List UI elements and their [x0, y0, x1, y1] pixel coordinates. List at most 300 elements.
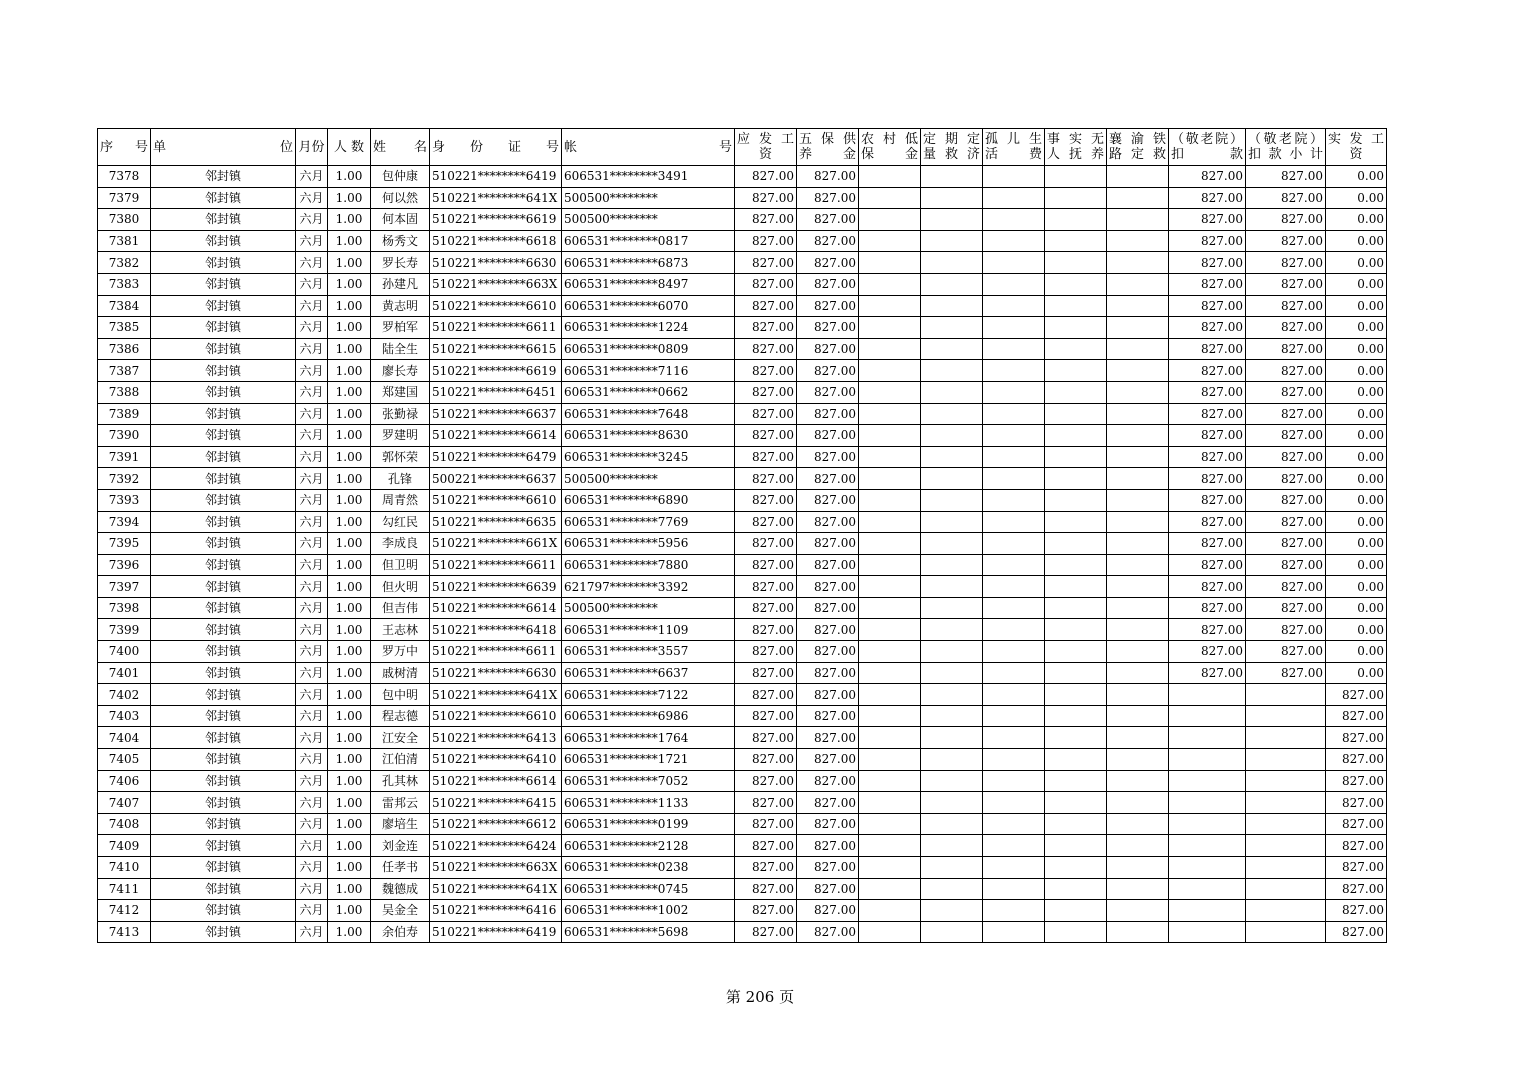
cell-month: 六月	[296, 792, 328, 814]
cell-acct: 606531********6890	[562, 489, 735, 511]
cell-name: 罗万中	[371, 641, 430, 663]
cell-seq: 7404	[98, 727, 151, 749]
cell-rural	[859, 533, 921, 555]
cell-wubao: 827.00	[797, 533, 859, 555]
cell-actual: 827.00	[1326, 684, 1387, 706]
cell-rural	[859, 425, 921, 447]
cell-count: 1.00	[328, 338, 371, 360]
cell-count: 1.00	[328, 749, 371, 771]
cell-deduct_sub: 827.00	[1246, 425, 1326, 447]
cell-month: 六月	[296, 425, 328, 447]
cell-acct: 606531********0809	[562, 338, 735, 360]
cell-unit: 邻封镇	[151, 921, 296, 943]
cell-acct: 606531********6070	[562, 295, 735, 317]
cell-actual: 827.00	[1326, 792, 1387, 814]
cell-count: 1.00	[328, 900, 371, 922]
cell-xiangyu	[1107, 533, 1169, 555]
cell-wubao: 827.00	[797, 511, 859, 533]
cell-id: 510221********6611	[430, 554, 562, 576]
cell-id: 510221********6610	[430, 489, 562, 511]
cell-defacto	[1045, 662, 1107, 684]
cell-defacto	[1045, 576, 1107, 598]
cell-deduct: 827.00	[1169, 230, 1246, 252]
cell-wubao: 827.00	[797, 252, 859, 274]
cell-orphan	[983, 446, 1045, 468]
cell-orphan	[983, 489, 1045, 511]
cell-wubao: 827.00	[797, 878, 859, 900]
cell-month: 六月	[296, 446, 328, 468]
cell-defacto	[1045, 770, 1107, 792]
cell-seq: 7400	[98, 641, 151, 663]
table-row	[98, 878, 1387, 900]
cell-seq: 7408	[98, 813, 151, 835]
cell-deduct	[1169, 878, 1246, 900]
cell-acct: 606531********5956	[562, 533, 735, 555]
column-header-line1: （敬老院）	[1248, 132, 1323, 147]
cell-month: 六月	[296, 857, 328, 879]
cell-wage: 827.00	[735, 166, 797, 188]
column-header-acct	[562, 129, 735, 166]
cell-name: 何本固	[371, 209, 430, 231]
cell-wage: 827.00	[735, 554, 797, 576]
cell-xiangyu	[1107, 857, 1169, 879]
column-header-line2: 保 金	[861, 147, 918, 162]
cell-wubao: 827.00	[797, 489, 859, 511]
cell-actual: 827.00	[1326, 835, 1387, 857]
cell-deduct_sub	[1246, 835, 1326, 857]
cell-actual: 0.00	[1326, 166, 1387, 188]
cell-acct: 606531********7880	[562, 554, 735, 576]
cell-actual: 0.00	[1326, 576, 1387, 598]
cell-acct: 500500********	[562, 209, 735, 231]
cell-orphan	[983, 900, 1045, 922]
cell-orphan	[983, 166, 1045, 188]
cell-actual: 827.00	[1326, 878, 1387, 900]
cell-orphan	[983, 835, 1045, 857]
column-header-line1: 孤 儿 生	[985, 132, 1042, 147]
cell-rural	[859, 381, 921, 403]
table-row	[98, 554, 1387, 576]
cell-seq: 7381	[98, 230, 151, 252]
cell-name: 江伯清	[371, 749, 430, 771]
cell-wage: 827.00	[735, 317, 797, 339]
cell-unit: 邻封镇	[151, 835, 296, 857]
cell-seq: 7403	[98, 705, 151, 727]
cell-xiangyu	[1107, 360, 1169, 382]
cell-orphan	[983, 230, 1045, 252]
cell-deduct_sub	[1246, 921, 1326, 943]
cell-deduct: 827.00	[1169, 662, 1246, 684]
cell-xiangyu	[1107, 878, 1169, 900]
column-header-label: 单 位	[153, 139, 293, 155]
cell-deduct: 827.00	[1169, 403, 1246, 425]
cell-month: 六月	[296, 338, 328, 360]
cell-name: 何以然	[371, 187, 430, 209]
column-header-name	[371, 129, 430, 166]
cell-seq: 7406	[98, 770, 151, 792]
cell-actual: 0.00	[1326, 446, 1387, 468]
cell-acct: 606531********0817	[562, 230, 735, 252]
cell-fixed	[921, 813, 983, 835]
cell-rural	[859, 273, 921, 295]
cell-xiangyu	[1107, 662, 1169, 684]
cell-xiangyu	[1107, 489, 1169, 511]
cell-fixed	[921, 252, 983, 274]
cell-month: 六月	[296, 295, 328, 317]
cell-defacto	[1045, 252, 1107, 274]
cell-count: 1.00	[328, 878, 371, 900]
cell-seq: 7407	[98, 792, 151, 814]
cell-unit: 邻封镇	[151, 662, 296, 684]
cell-xiangyu	[1107, 511, 1169, 533]
cell-month: 六月	[296, 209, 328, 231]
cell-month: 六月	[296, 727, 328, 749]
cell-deduct: 827.00	[1169, 295, 1246, 317]
cell-xiangyu	[1107, 597, 1169, 619]
cell-defacto	[1045, 857, 1107, 879]
cell-defacto	[1045, 900, 1107, 922]
cell-fixed	[921, 792, 983, 814]
cell-deduct: 827.00	[1169, 187, 1246, 209]
column-header-line1: 实 发 工	[1328, 132, 1384, 147]
cell-rural	[859, 360, 921, 382]
table-row	[98, 381, 1387, 403]
cell-orphan	[983, 727, 1045, 749]
cell-defacto	[1045, 403, 1107, 425]
column-header-unit	[151, 129, 296, 166]
cell-orphan	[983, 317, 1045, 339]
cell-orphan	[983, 533, 1045, 555]
column-header-line2: 养 金	[799, 147, 856, 162]
cell-rural	[859, 403, 921, 425]
cell-deduct_sub	[1246, 770, 1326, 792]
cell-wage: 827.00	[735, 835, 797, 857]
cell-actual: 827.00	[1326, 857, 1387, 879]
cell-id: 510221********6610	[430, 295, 562, 317]
cell-id: 510221********6611	[430, 641, 562, 663]
cell-acct: 606531********5698	[562, 921, 735, 943]
cell-month: 六月	[296, 533, 328, 555]
cell-rural	[859, 813, 921, 835]
table-row	[98, 857, 1387, 879]
cell-xiangyu	[1107, 209, 1169, 231]
cell-deduct_sub: 827.00	[1246, 338, 1326, 360]
cell-count: 1.00	[328, 403, 371, 425]
cell-count: 1.00	[328, 425, 371, 447]
cell-wubao: 827.00	[797, 619, 859, 641]
cell-month: 六月	[296, 166, 328, 188]
cell-rural	[859, 511, 921, 533]
cell-count: 1.00	[328, 533, 371, 555]
cell-deduct_sub: 827.00	[1246, 230, 1326, 252]
cell-acct: 606531********3245	[562, 446, 735, 468]
cell-wage: 827.00	[735, 230, 797, 252]
cell-seq: 7399	[98, 619, 151, 641]
cell-defacto	[1045, 381, 1107, 403]
cell-count: 1.00	[328, 705, 371, 727]
cell-deduct: 827.00	[1169, 381, 1246, 403]
cell-actual: 0.00	[1326, 230, 1387, 252]
cell-xiangyu	[1107, 576, 1169, 598]
cell-xiangyu	[1107, 727, 1169, 749]
cell-deduct_sub: 827.00	[1246, 403, 1326, 425]
cell-id: 510221********6413	[430, 727, 562, 749]
cell-fixed	[921, 878, 983, 900]
cell-xiangyu	[1107, 813, 1169, 835]
cell-month: 六月	[296, 360, 328, 382]
cell-wubao: 827.00	[797, 468, 859, 490]
cell-actual: 0.00	[1326, 381, 1387, 403]
cell-fixed	[921, 403, 983, 425]
cell-name: 张勤禄	[371, 403, 430, 425]
cell-actual: 0.00	[1326, 641, 1387, 663]
column-header-xiangyu	[1107, 129, 1169, 166]
cell-deduct_sub: 827.00	[1246, 252, 1326, 274]
cell-xiangyu	[1107, 554, 1169, 576]
cell-wubao: 827.00	[797, 727, 859, 749]
cell-rural	[859, 727, 921, 749]
cell-wubao: 827.00	[797, 857, 859, 879]
cell-defacto	[1045, 835, 1107, 857]
cell-defacto	[1045, 813, 1107, 835]
cell-rural	[859, 209, 921, 231]
cell-count: 1.00	[328, 166, 371, 188]
cell-deduct_sub	[1246, 857, 1326, 879]
cell-id: 510221********6612	[430, 813, 562, 835]
cell-wage: 827.00	[735, 749, 797, 771]
column-header-line2: 扣 款	[1171, 147, 1243, 162]
cell-wage: 827.00	[735, 252, 797, 274]
cell-wubao: 827.00	[797, 381, 859, 403]
column-header-line2: 资	[758, 147, 772, 162]
cell-wage: 827.00	[735, 900, 797, 922]
cell-xiangyu	[1107, 921, 1169, 943]
cell-unit: 邻封镇	[151, 230, 296, 252]
column-header-seq	[98, 129, 151, 166]
cell-month: 六月	[296, 749, 328, 771]
cell-deduct	[1169, 900, 1246, 922]
cell-acct: 500500********	[562, 468, 735, 490]
cell-rural	[859, 662, 921, 684]
cell-month: 六月	[296, 641, 328, 663]
cell-actual: 0.00	[1326, 295, 1387, 317]
cell-unit: 邻封镇	[151, 273, 296, 295]
cell-count: 1.00	[328, 835, 371, 857]
cell-month: 六月	[296, 619, 328, 641]
cell-deduct_sub	[1246, 727, 1326, 749]
cell-defacto	[1045, 273, 1107, 295]
cell-xiangyu	[1107, 684, 1169, 706]
cell-id: 510221********6410	[430, 749, 562, 771]
cell-name: 孔锋	[371, 468, 430, 490]
cell-wage: 827.00	[735, 662, 797, 684]
cell-actual: 0.00	[1326, 468, 1387, 490]
cell-orphan	[983, 749, 1045, 771]
cell-seq: 7384	[98, 295, 151, 317]
cell-rural	[859, 489, 921, 511]
cell-rural	[859, 641, 921, 663]
cell-acct: 606531********7122	[562, 684, 735, 706]
cell-name: 陆全生	[371, 338, 430, 360]
cell-id: 510221********6619	[430, 360, 562, 382]
cell-deduct: 827.00	[1169, 360, 1246, 382]
cell-deduct_sub: 827.00	[1246, 533, 1326, 555]
cell-name: 刘金连	[371, 835, 430, 857]
cell-deduct: 827.00	[1169, 338, 1246, 360]
cell-seq: 7398	[98, 597, 151, 619]
cell-name: 魏德成	[371, 878, 430, 900]
table-row	[98, 360, 1387, 382]
cell-wubao: 827.00	[797, 662, 859, 684]
cell-acct: 606531********7116	[562, 360, 735, 382]
cell-id: 510221********6610	[430, 705, 562, 727]
cell-seq: 7401	[98, 662, 151, 684]
cell-defacto	[1045, 792, 1107, 814]
column-header-deduct_sub	[1246, 129, 1326, 166]
cell-deduct	[1169, 727, 1246, 749]
cell-xiangyu	[1107, 770, 1169, 792]
cell-xiangyu	[1107, 403, 1169, 425]
cell-wage: 827.00	[735, 295, 797, 317]
table-row	[98, 425, 1387, 447]
cell-actual: 827.00	[1326, 813, 1387, 835]
cell-deduct: 827.00	[1169, 446, 1246, 468]
cell-deduct_sub	[1246, 792, 1326, 814]
table-row	[98, 338, 1387, 360]
cell-acct: 606531********0238	[562, 857, 735, 879]
cell-fixed	[921, 727, 983, 749]
cell-xiangyu	[1107, 187, 1169, 209]
cell-fixed	[921, 749, 983, 771]
cell-orphan	[983, 684, 1045, 706]
cell-fixed	[921, 770, 983, 792]
cell-defacto	[1045, 641, 1107, 663]
cell-name: 周青然	[371, 489, 430, 511]
cell-deduct_sub	[1246, 900, 1326, 922]
cell-fixed	[921, 641, 983, 663]
cell-seq: 7396	[98, 554, 151, 576]
cell-actual: 827.00	[1326, 727, 1387, 749]
cell-name: 王志林	[371, 619, 430, 641]
table-row	[98, 273, 1387, 295]
cell-month: 六月	[296, 662, 328, 684]
cell-fixed	[921, 705, 983, 727]
cell-deduct	[1169, 792, 1246, 814]
cell-acct: 500500********	[562, 187, 735, 209]
cell-rural	[859, 749, 921, 771]
cell-month: 六月	[296, 900, 328, 922]
cell-unit: 邻封镇	[151, 338, 296, 360]
cell-unit: 邻封镇	[151, 403, 296, 425]
cell-seq: 7405	[98, 749, 151, 771]
cell-wage: 827.00	[735, 597, 797, 619]
cell-deduct_sub: 827.00	[1246, 317, 1326, 339]
table-row	[98, 576, 1387, 598]
cell-unit: 邻封镇	[151, 684, 296, 706]
cell-wubao: 827.00	[797, 317, 859, 339]
cell-acct: 606531********6637	[562, 662, 735, 684]
cell-acct: 606531********3557	[562, 641, 735, 663]
cell-id: 510221********6618	[430, 230, 562, 252]
cell-rural	[859, 684, 921, 706]
cell-id: 510221********6451	[430, 381, 562, 403]
cell-defacto	[1045, 619, 1107, 641]
cell-wubao: 827.00	[797, 187, 859, 209]
cell-seq: 7394	[98, 511, 151, 533]
cell-orphan	[983, 273, 1045, 295]
cell-fixed	[921, 230, 983, 252]
cell-actual: 827.00	[1326, 921, 1387, 943]
cell-defacto	[1045, 921, 1107, 943]
cell-deduct_sub: 827.00	[1246, 576, 1326, 598]
cell-fixed	[921, 209, 983, 231]
cell-fixed	[921, 554, 983, 576]
cell-month: 六月	[296, 317, 328, 339]
cell-deduct_sub	[1246, 878, 1326, 900]
cell-id: 510221********6416	[430, 900, 562, 922]
cell-wage: 827.00	[735, 684, 797, 706]
table-row	[98, 230, 1387, 252]
cell-seq: 7410	[98, 857, 151, 879]
cell-deduct: 827.00	[1169, 489, 1246, 511]
cell-xiangyu	[1107, 705, 1169, 727]
cell-deduct	[1169, 813, 1246, 835]
cell-acct: 606531********1002	[562, 900, 735, 922]
column-header-wage	[735, 129, 797, 166]
cell-fixed	[921, 295, 983, 317]
cell-count: 1.00	[328, 273, 371, 295]
table-row	[98, 900, 1387, 922]
cell-wage: 827.00	[735, 727, 797, 749]
cell-name: 孙建凡	[371, 273, 430, 295]
cell-orphan	[983, 360, 1045, 382]
cell-count: 1.00	[328, 360, 371, 382]
cell-unit: 邻封镇	[151, 511, 296, 533]
cell-count: 1.00	[328, 511, 371, 533]
table-row	[98, 187, 1387, 209]
cell-acct: 606531********6873	[562, 252, 735, 274]
cell-month: 六月	[296, 187, 328, 209]
column-header-line1: （敬老院）	[1171, 132, 1243, 147]
cell-wubao: 827.00	[797, 273, 859, 295]
cell-name: 郭怀荣	[371, 446, 430, 468]
cell-actual: 0.00	[1326, 317, 1387, 339]
cell-count: 1.00	[328, 727, 371, 749]
column-header-line1: 应 发 工	[737, 132, 794, 147]
cell-deduct_sub	[1246, 749, 1326, 771]
header-row	[98, 129, 1387, 166]
table-row	[98, 813, 1387, 835]
cell-orphan	[983, 468, 1045, 490]
cell-month: 六月	[296, 468, 328, 490]
cell-count: 1.00	[328, 468, 371, 490]
cell-acct: 500500********	[562, 597, 735, 619]
cell-wubao: 827.00	[797, 166, 859, 188]
column-header-label: 月份	[298, 139, 325, 155]
cell-xiangyu	[1107, 835, 1169, 857]
cell-acct: 606531********1109	[562, 619, 735, 641]
cell-xiangyu	[1107, 900, 1169, 922]
cell-wage: 827.00	[735, 921, 797, 943]
cell-deduct_sub	[1246, 684, 1326, 706]
cell-rural	[859, 295, 921, 317]
cell-id: 510221********6415	[430, 792, 562, 814]
cell-count: 1.00	[328, 684, 371, 706]
cell-deduct: 827.00	[1169, 468, 1246, 490]
cell-actual: 827.00	[1326, 705, 1387, 727]
column-header-line1: 定 期 定	[923, 132, 980, 147]
cell-defacto	[1045, 705, 1107, 727]
